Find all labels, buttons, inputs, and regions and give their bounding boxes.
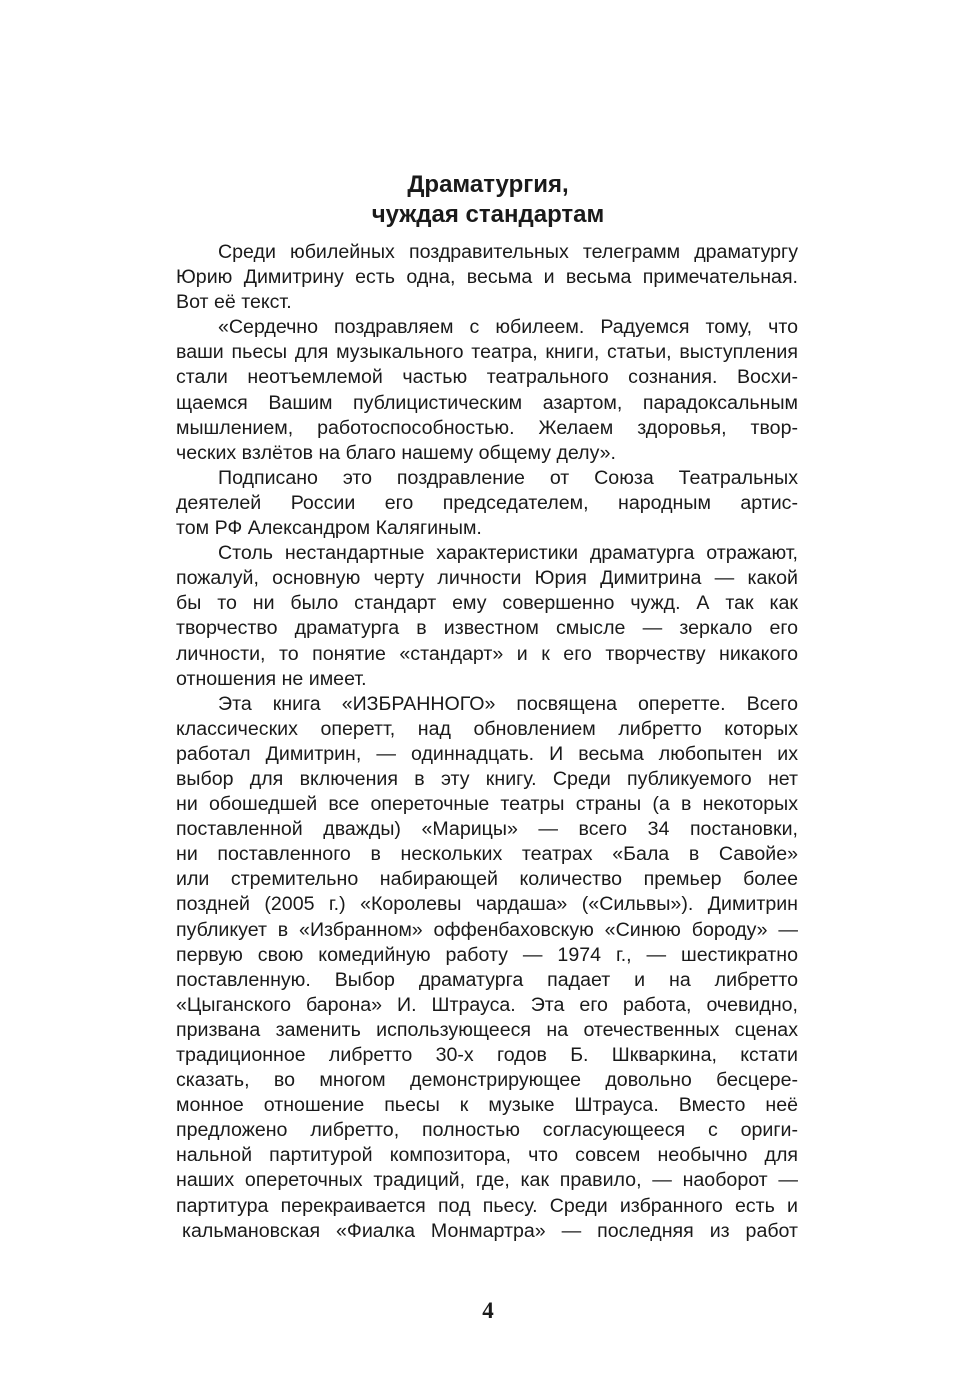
text-line: поставленной дважды) «Марицы» — всего 34 постановки, (176, 818, 798, 841)
paragraph (176, 466, 798, 541)
text-line: кальмановская «Фиалка Монмартра» — последняя из работ (182, 1219, 798, 1242)
article-body (176, 240, 798, 1244)
text-line: монное отношение пьесы к музыке Штрауса. Вместо неё (176, 1094, 798, 1117)
text-line: стали неотъемлемой частью театрального сознания. Восхи- (176, 366, 798, 389)
text-line: первую свою комедийную работу — 1974 г., — шестикратно (176, 943, 798, 966)
text-line: Столь нестандартные характеристики драматурга отражают, (218, 542, 798, 565)
text-line: творчество драматурга в известном смысле — зеркало его (176, 617, 798, 640)
text-line: бы то ни было стандарт ему совершенно чужд. А так как (176, 592, 798, 615)
paragraph (176, 240, 798, 315)
text-line: Вот её текст. (176, 291, 292, 314)
text-line: Среди юбилейных поздравительных телеграмм драматургу (218, 241, 798, 263)
text-line: «Сердечно поздравляем с юбилеем. Радуемся тому, что (218, 316, 798, 339)
text-line: ни поставленного в нескольких театрах «Бала в Савойе» (176, 843, 798, 866)
text-line: партитура перекраивается под пьесу. Среди избранного есть и (176, 1194, 798, 1217)
text-line: поздней (2005 г.) «Королевы чардаша» («Сильвы»). Димитрин (176, 893, 798, 916)
text-line: выбор для включения в эту книгу. Среди публикуемого нет (176, 767, 798, 790)
chapter-title-line-2: чуждая стандартам (371, 201, 605, 228)
text-line: предложено либретто, полностью согласующееся с ориги- (176, 1119, 798, 1142)
text-line: щаемся Вашим публицистическим азартом, парадоксальным (176, 391, 798, 414)
text-line: ческих взлётов на благо нашему общему делу». (176, 441, 616, 464)
paragraph (176, 541, 798, 692)
text-line: наших опереточных традиций, где, как правило, — наоборот — (176, 1169, 798, 1192)
text-line: мышлением, работоспособностью. Желаем здоровья, твор- (176, 416, 798, 439)
text-line: работал Димитрин, — одиннадцать. И весьма любопытен их (176, 742, 798, 765)
text-line: Эта книга «ИЗБРАННОГО» посвящена оперетте. Всего (218, 692, 798, 715)
chapter-title (0, 170, 976, 230)
text-line: отношения не имеет. (176, 667, 367, 690)
text-line: призвана заменить использующееся на отечественных сценах (176, 1018, 798, 1041)
text-line: ваши пьесы для музыкального театра, книги, статьи, выступления (176, 341, 798, 364)
text-line: традиционное либретто 30-х годов Б. Шкваркина, кстати (176, 1044, 798, 1066)
text-line: том РФ Александром Калягиным. (176, 517, 482, 540)
text-line: или стремительно набирающей количество премьер более (176, 868, 798, 891)
text-line: нальной партитурой композитора, что совсем необычно для (176, 1144, 798, 1167)
paragraph (176, 315, 798, 466)
chapter-title-line-1: Драматургия, (407, 171, 569, 198)
text-line: личности, то понятие «стандарт» и к его творчеству никакого (176, 642, 798, 665)
text-line: пожалуй, основную черту личности Юрия Димитрина — какой (176, 567, 798, 590)
text-line: публикует в «Избранном» оффенбаховскую «Синюю бороду» — (176, 918, 798, 941)
text-line: сказать, во многом демонстрирующее довольно бесцере- (176, 1069, 798, 1092)
text-line: поставленную. Выбор драматурга падает и на либретто (176, 968, 798, 991)
text-line: Юрию Димитрину есть одна, весьма и весьма примечательная. (176, 266, 798, 289)
page-number: 4 (482, 1298, 494, 1323)
text-line: ни обошедшей все опереточные театры страны (а в некоторых (176, 793, 798, 816)
text-line: Подписано это поздравление от Союза Театральных (218, 466, 798, 489)
text-line: классических оперетт, над обновлением либретто которых (176, 717, 798, 740)
text-line: «Цыганского барона» И. Штрауса. Эта его работа, очевидно, (176, 993, 798, 1016)
text-line: деятелей России его председателем, народным артис- (176, 491, 798, 514)
paragraph (176, 692, 798, 1244)
